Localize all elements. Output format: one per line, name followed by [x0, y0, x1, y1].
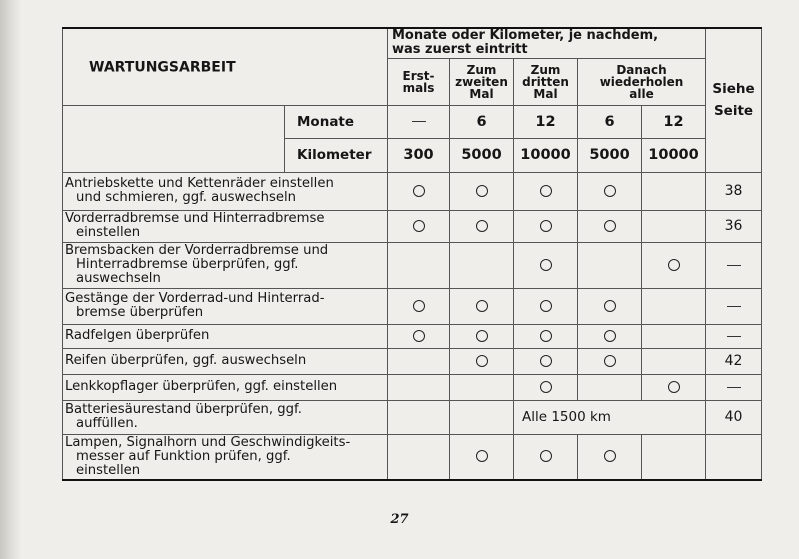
circle-mark-icon — [604, 355, 616, 367]
task-description — [63, 324, 388, 348]
interval-cell — [450, 324, 514, 348]
task-line: Antriebskette und Kettenräder einstellen — [65, 176, 334, 191]
interval-cell — [388, 210, 450, 242]
table-header — [63, 28, 762, 172]
kilometers-value: 5000 — [578, 138, 642, 172]
interval-cell — [388, 434, 450, 480]
task-header: WARTUNGSARBEIT — [89, 59, 236, 76]
task-description — [63, 348, 388, 374]
circle-mark-icon — [540, 220, 552, 232]
interval-cell — [642, 434, 706, 480]
interval-cell — [388, 374, 450, 400]
circle-mark-icon — [476, 450, 488, 462]
header-blank-cell — [63, 105, 285, 172]
interval-group-title — [388, 28, 706, 58]
interval-cell — [514, 288, 578, 324]
table-row — [63, 172, 762, 210]
circle-mark-icon — [540, 185, 552, 197]
col-third-line3: Mal — [533, 86, 558, 101]
page-reference — [706, 374, 762, 400]
page-reference: 40 — [706, 400, 762, 434]
table-row — [63, 324, 762, 348]
task-line: Batteriesäurestand überprüfen, ggf. — [65, 402, 302, 417]
circle-mark-icon — [668, 259, 680, 271]
task-description — [63, 172, 388, 210]
kilometers-label: Kilometer — [285, 138, 388, 172]
months-row — [63, 105, 762, 138]
months-value: 12 — [514, 105, 578, 138]
task-line: auswechseln — [76, 271, 161, 286]
col-third-time — [514, 58, 578, 105]
col-first-line1: Erst- — [402, 68, 435, 83]
maintenance-table — [62, 27, 762, 481]
task-header-cell — [63, 28, 388, 105]
page-number: 27 — [390, 512, 409, 527]
circle-mark-icon — [413, 220, 425, 232]
months-value — [388, 105, 450, 138]
col-first-line2: mals — [402, 80, 435, 95]
circle-mark-icon — [540, 330, 552, 342]
interval-cell — [642, 210, 706, 242]
interval-cell — [642, 242, 706, 288]
interval-cell — [578, 172, 642, 210]
interval-cell — [642, 348, 706, 374]
page-edge-shadow — [0, 0, 22, 559]
interval-cell — [388, 242, 450, 288]
circle-mark-icon — [476, 185, 488, 197]
table-row — [63, 242, 762, 288]
task-line: und schmieren, ggf. auswechseln — [76, 190, 297, 205]
interval-cell — [450, 288, 514, 324]
interval-note: Alle 1500 km — [514, 400, 706, 434]
circle-mark-icon — [413, 330, 425, 342]
circle-mark-icon — [604, 185, 616, 197]
interval-cell — [578, 288, 642, 324]
circle-mark-icon — [540, 259, 552, 271]
col-repeat-line2: wiederholen — [599, 74, 684, 89]
interval-cell — [450, 172, 514, 210]
kilometers-value: 10000 — [514, 138, 578, 172]
months-value: 12 — [642, 105, 706, 138]
interval-cell — [514, 242, 578, 288]
interval-cell — [642, 172, 706, 210]
page-reference — [706, 434, 762, 480]
interval-cell — [450, 434, 514, 480]
page-reference — [706, 324, 762, 348]
interval-cell — [578, 242, 642, 288]
interval-cell — [514, 348, 578, 374]
kilometers-value: 5000 — [450, 138, 514, 172]
interval-cell — [578, 374, 642, 400]
interval-cell — [450, 400, 514, 434]
dash-mark — [727, 336, 741, 337]
months-value: 6 — [450, 105, 514, 138]
task-description — [63, 210, 388, 242]
circle-mark-icon — [604, 450, 616, 462]
circle-mark-icon — [668, 381, 680, 393]
page-reference: 42 — [706, 348, 762, 374]
months-label: Monate — [285, 105, 388, 138]
interval-cell — [450, 242, 514, 288]
interval-cell — [514, 172, 578, 210]
interval-cell — [514, 374, 578, 400]
interval-cell — [578, 210, 642, 242]
interval-cell — [578, 348, 642, 374]
task-line: Vorderradbremse und Hinterradbremse — [65, 211, 325, 226]
task-line: Gestänge der Vorderrad-und Hinterrad- — [65, 291, 325, 306]
table-row — [63, 434, 762, 480]
task-description — [63, 288, 388, 324]
table-row — [63, 400, 762, 434]
circle-mark-icon — [540, 381, 552, 393]
interval-cell — [514, 210, 578, 242]
page-reference — [706, 242, 762, 288]
interval-cell — [388, 400, 450, 434]
col-second-time — [450, 58, 514, 105]
circle-mark-icon — [540, 355, 552, 367]
page-ref-line1: Siehe — [712, 81, 755, 98]
interval-cell — [388, 348, 450, 374]
interval-cell — [388, 324, 450, 348]
table-row — [63, 288, 762, 324]
page-reference: 38 — [706, 172, 762, 210]
col-second-line1: Zum — [466, 62, 497, 77]
task-line: Hinterradbremse überprüfen, ggf. — [76, 257, 299, 272]
group-title-line2: was zuerst eintritt — [392, 42, 528, 58]
circle-mark-icon — [476, 300, 488, 312]
interval-cell — [514, 324, 578, 348]
task-description — [63, 242, 388, 288]
task-line: einstellen — [76, 225, 141, 240]
task-line: Lampen, Signalhorn und Geschwindigkeits- — [65, 434, 351, 450]
col-repeat — [578, 58, 706, 105]
col-second-line2: zweiten — [455, 74, 508, 89]
circle-mark-icon — [604, 220, 616, 232]
interval-cell — [450, 348, 514, 374]
months-value: 6 — [578, 105, 642, 138]
interval-cell — [388, 172, 450, 210]
interval-cell — [388, 288, 450, 324]
task-description — [63, 400, 388, 434]
group-title-line1: Monate oder Kilometer, je nachdem, — [392, 28, 659, 44]
task-line: einstellen — [76, 462, 141, 478]
task-line: messer auf Funktion prüfen, ggf. — [76, 448, 291, 464]
kilometers-value: 300 — [388, 138, 450, 172]
task-line: Bremsbacken der Vorderradbremse und — [65, 243, 329, 258]
table-row — [63, 210, 762, 242]
task-line: Reifen überprüfen, ggf. auswechseln — [65, 353, 307, 368]
task-description — [63, 374, 388, 400]
circle-mark-icon — [604, 330, 616, 342]
col-first-time — [388, 58, 450, 105]
table-row — [63, 374, 762, 400]
interval-cell — [578, 434, 642, 480]
col-third-line2: dritten — [522, 74, 569, 89]
interval-cell — [642, 288, 706, 324]
interval-cell — [642, 374, 706, 400]
page-ref-line2: Seite — [713, 103, 754, 120]
interval-cell — [642, 324, 706, 348]
task-line: auffüllen. — [76, 416, 138, 431]
task-line: bremse überprüfen — [76, 305, 204, 320]
interval-cell — [450, 210, 514, 242]
dash-mark — [412, 121, 426, 122]
col-repeat-line1: Danach — [616, 62, 667, 77]
circle-mark-icon — [540, 300, 552, 312]
interval-cell — [450, 374, 514, 400]
circle-mark-icon — [540, 450, 552, 462]
interval-cell — [578, 324, 642, 348]
dash-mark — [727, 387, 741, 388]
page-reference — [706, 288, 762, 324]
dash-mark — [727, 265, 741, 266]
col-third-line1: Zum — [530, 62, 561, 77]
dash-mark — [727, 306, 741, 307]
kilometers-value: 10000 — [642, 138, 706, 172]
interval-cell — [514, 434, 578, 480]
task-line: Radfelgen überprüfen — [65, 328, 210, 343]
circle-mark-icon — [476, 355, 488, 367]
task-rows — [63, 172, 762, 480]
col-repeat-line3: alle — [629, 86, 654, 101]
col-second-line3: Mal — [469, 86, 494, 101]
task-description — [63, 434, 388, 480]
circle-mark-icon — [476, 220, 488, 232]
circle-mark-icon — [413, 300, 425, 312]
page-reference: 36 — [706, 210, 762, 242]
page-ref-header — [706, 28, 762, 172]
circle-mark-icon — [604, 300, 616, 312]
circle-mark-icon — [476, 330, 488, 342]
task-line: Lenkkopflager überprüfen, ggf. einstellen — [65, 379, 338, 394]
table-row — [63, 348, 762, 374]
circle-mark-icon — [413, 185, 425, 197]
